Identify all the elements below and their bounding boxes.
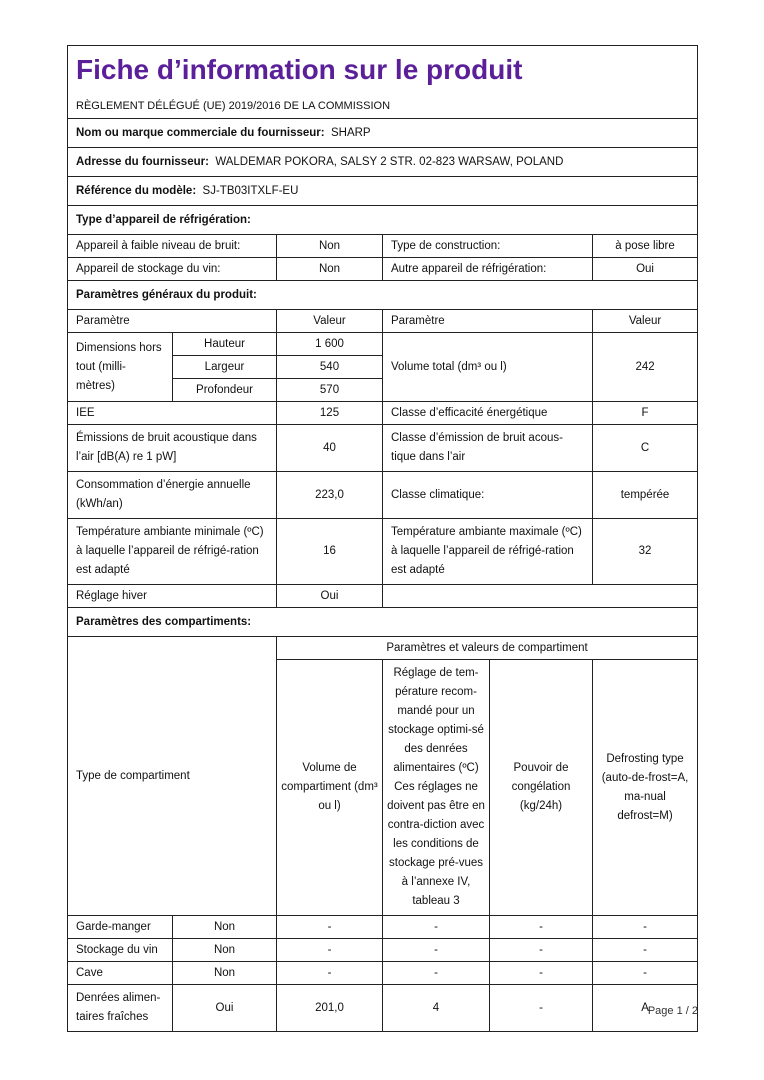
- height-label: Hauteur: [173, 333, 277, 356]
- supplier-address-label: Adresse du fournisseur:: [76, 155, 209, 168]
- dimensions-label: Dimensions hors tout (milli-mètres): [68, 333, 173, 402]
- compartment-temp: -: [383, 962, 490, 985]
- other-appliance-value: Oui: [593, 258, 698, 281]
- climate-class-value: tempérée: [593, 472, 698, 519]
- empty-cell: [383, 585, 698, 608]
- general-params-heading: Paramètres généraux du produit:: [68, 281, 698, 310]
- table-row: [68, 962, 698, 985]
- construction-type-value: à pose libre: [593, 235, 698, 258]
- noise-class-label: Classe d’émission de bruit acous-tique dans l’air: [383, 425, 593, 472]
- depth-value: 570: [277, 379, 383, 402]
- compartment-freeze: -: [490, 962, 593, 985]
- freezing-capacity-header: Pouvoir de congélation (kg/24h): [490, 660, 593, 916]
- model-reference-value: SJ-TB03ITXLF-EU: [202, 184, 299, 197]
- supplier-address-value: WALDEMAR POKORA, SALSY 2 STR. 02-823 WARSAW, POLAND: [215, 155, 564, 168]
- min-temp-value: 16: [277, 519, 383, 585]
- param-column-header: Paramètre: [68, 310, 277, 333]
- compartment-freeze: -: [490, 939, 593, 962]
- defrosting-type-header: Defrosting type (auto-de-frost=A, ma-nual defrost=M): [593, 660, 698, 916]
- depth-label: Profondeur: [173, 379, 277, 402]
- page-title: Fiche d’information sur le produit: [76, 54, 523, 85]
- max-temp-label: Température ambiante maximale (ºC) à laquelle l’appareil de réfrigé-ration est adapté: [383, 519, 593, 585]
- compartments-heading: Paramètres des compartiments:: [68, 608, 698, 637]
- compartment-params-group-header: Paramètres et valeurs de compartiment: [277, 637, 698, 660]
- compartment-name: Cave: [68, 962, 173, 985]
- max-temp-value: 32: [593, 519, 698, 585]
- compartment-present: Oui: [173, 985, 277, 1032]
- compartment-present: Non: [173, 939, 277, 962]
- table-row: [68, 985, 698, 1032]
- noise-emission-value: 40: [277, 425, 383, 472]
- value-column-header-2: Valeur: [593, 310, 698, 333]
- recommended-temp-header: Réglage de tem-pérature recom-mandé pour un stockage optimi-sé des denrées alimentaires (ºC) Ces réglages ne doivent pas être en contra-diction avec les conditions de stockage pré-vues à l’annexe IV, tableau 3: [383, 660, 490, 916]
- compartment-name: Garde-manger: [68, 916, 173, 939]
- height-value: 1 600: [277, 333, 383, 356]
- climate-class-label: Classe climatique:: [383, 472, 593, 519]
- compartment-defrost: -: [593, 962, 698, 985]
- compartment-volume: -: [277, 916, 383, 939]
- min-temp-label: Température ambiante minimale (ºC) à laquelle l’appareil de réfrigé-ration est adapté: [68, 519, 277, 585]
- total-volume-label: Volume total (dm³ ou l): [383, 333, 593, 402]
- construction-type-label: Type de construction:: [383, 235, 593, 258]
- energy-class-label: Classe d’efficacité énergétique: [383, 402, 593, 425]
- compartment-defrost: -: [593, 939, 698, 962]
- supplier-name-value: SHARP: [330, 126, 371, 139]
- wine-storage-value: Non: [277, 258, 383, 281]
- compartment-name: Denrées alimen-taires fraîches: [68, 985, 173, 1032]
- compartment-volume-header: Volume de compartiment (dm³ ou l): [277, 660, 383, 916]
- energy-class-value: F: [593, 402, 698, 425]
- total-volume-value: 242: [593, 333, 698, 402]
- model-reference-row: [68, 177, 698, 206]
- width-label: Largeur: [173, 356, 277, 379]
- compartment-present: Non: [173, 916, 277, 939]
- supplier-address-row: [68, 148, 698, 177]
- winter-setting-label: Réglage hiver: [68, 585, 277, 608]
- product-information-sheet: [67, 45, 697, 1032]
- wine-storage-label: Appareil de stockage du vin:: [68, 258, 277, 281]
- appliance-type-heading: Type d’appareil de réfrigération:: [68, 206, 698, 235]
- table-row: [68, 939, 698, 962]
- winter-setting-value: Oui: [277, 585, 383, 608]
- title-cell: [68, 46, 698, 95]
- compartment-present: Non: [173, 962, 277, 985]
- compartment-type-header: Type de compartiment: [68, 637, 277, 916]
- noise-emission-label: Émissions de bruit acoustique dans l’air [dB(A) re 1 pW]: [68, 425, 277, 472]
- compartment-temp: -: [383, 939, 490, 962]
- compartment-volume: -: [277, 962, 383, 985]
- product-info-table: [67, 45, 698, 1032]
- low-noise-value: Non: [277, 235, 383, 258]
- supplier-name-label: Nom ou marque commerciale du fournisseur:: [76, 126, 325, 139]
- noise-class-value: C: [593, 425, 698, 472]
- eei-value: 125: [277, 402, 383, 425]
- regulation-text: RÈGLEMENT DÉLÉGUÉ (UE) 2019/2016 DE LA COMMISSION: [68, 94, 698, 119]
- annual-energy-value: 223,0: [277, 472, 383, 519]
- width-value: 540: [277, 356, 383, 379]
- compartment-defrost: -: [593, 916, 698, 939]
- eei-label: IEE: [68, 402, 277, 425]
- compartment-volume: -: [277, 939, 383, 962]
- other-appliance-label: Autre appareil de réfrigération:: [383, 258, 593, 281]
- compartment-name: Stockage du vin: [68, 939, 173, 962]
- supplier-name-row: [68, 119, 698, 148]
- value-column-header: Valeur: [277, 310, 383, 333]
- compartment-temp: -: [383, 916, 490, 939]
- compartment-freeze: -: [490, 916, 593, 939]
- compartment-volume: 201,0: [277, 985, 383, 1032]
- compartment-defrost: A: [593, 985, 698, 1032]
- annual-energy-label: Consommation d’énergie annuelle (kWh/an): [68, 472, 277, 519]
- page-number: Page 1 / 2: [647, 1005, 698, 1017]
- compartment-freeze: -: [490, 985, 593, 1032]
- param-column-header-2: Paramètre: [383, 310, 593, 333]
- table-row: [68, 916, 698, 939]
- model-reference-label: Référence du modèle:: [76, 184, 197, 197]
- low-noise-label: Appareil à faible niveau de bruit:: [68, 235, 277, 258]
- compartment-temp: 4: [383, 985, 490, 1032]
